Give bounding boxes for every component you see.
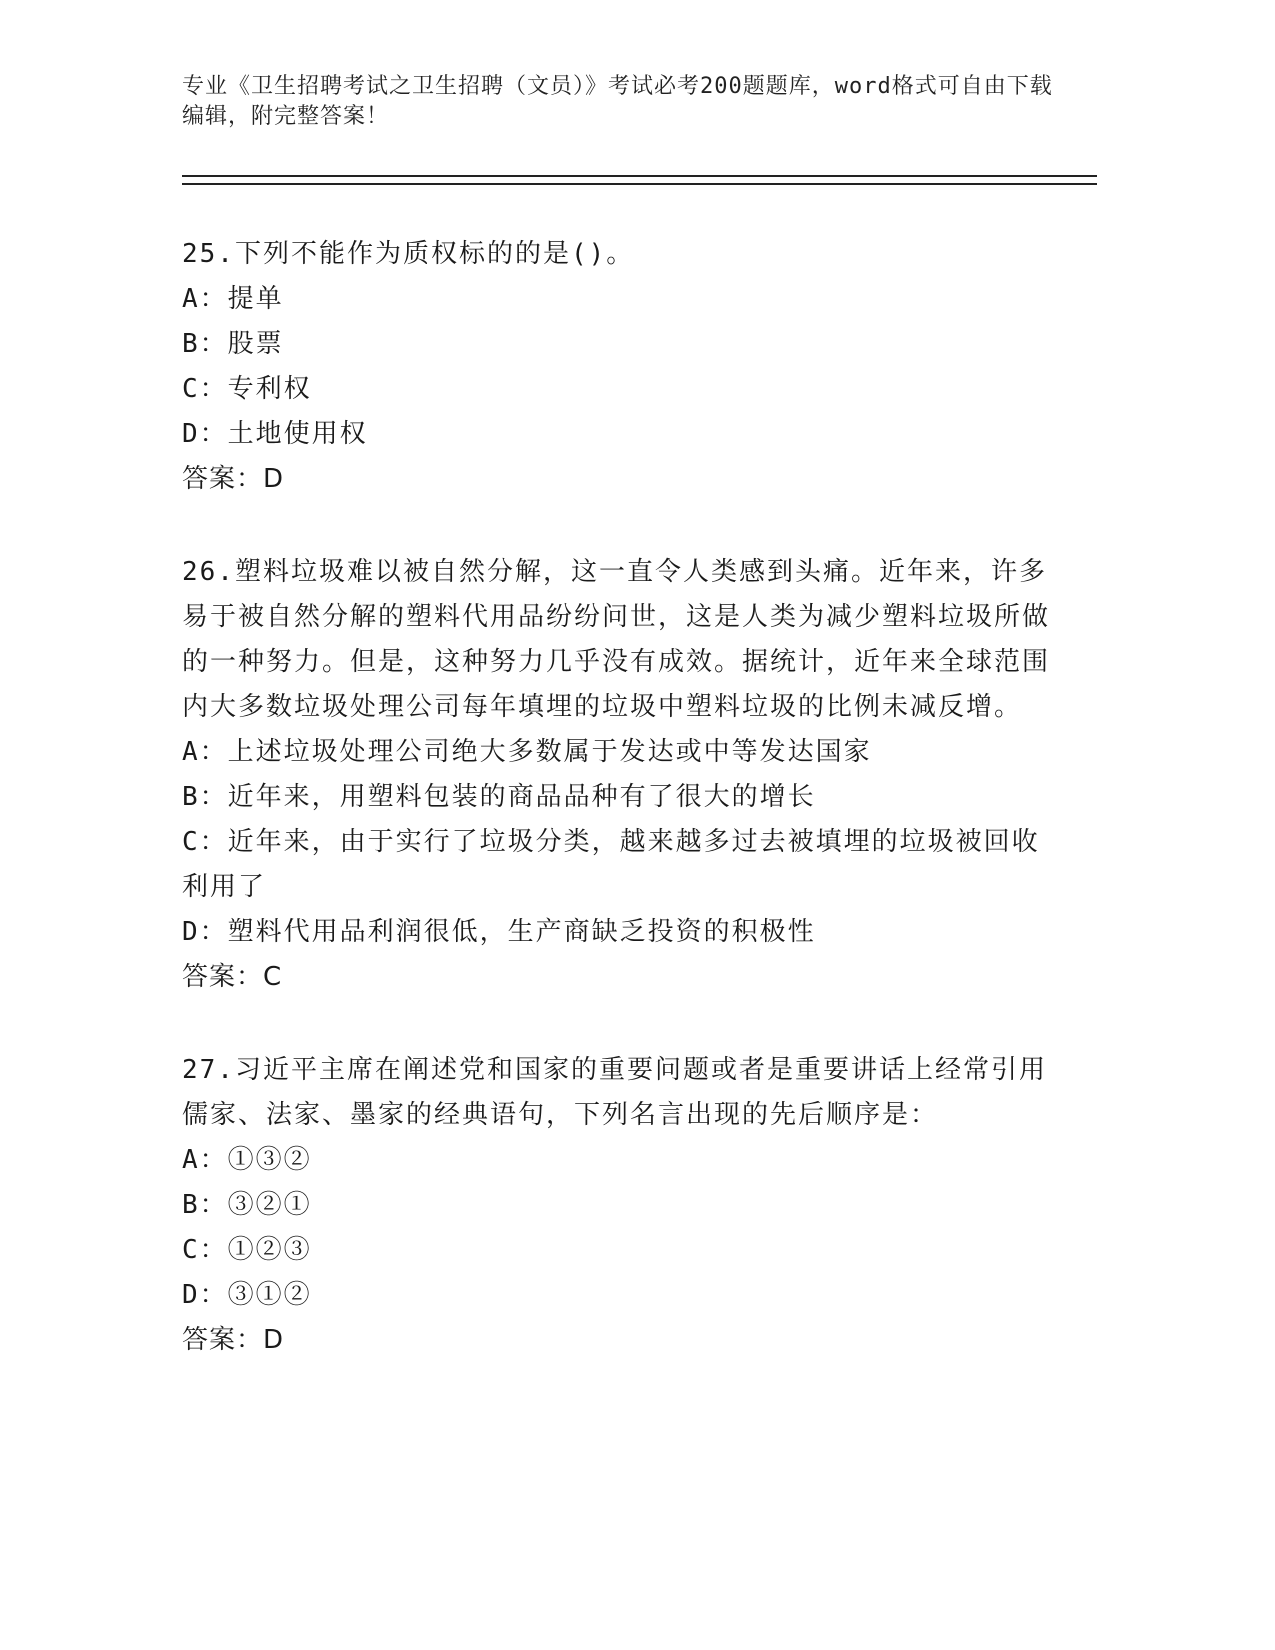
question-25 — [182, 232, 1062, 502]
option-a: A：上述垃圾处理公司绝大多数属于发达或中等发达国家 — [182, 737, 872, 767]
question-26 — [182, 550, 1062, 1000]
question-stem: 25.下列不能作为质权标的的是()。 — [182, 239, 635, 269]
answer-line: 答案：D — [182, 464, 285, 494]
option-c: C：近年来，由于实行了垃圾分类，越来越多过去被填埋的垃圾被回收利用了 — [182, 827, 1040, 902]
document-header: 专业《卫生招聘考试之卫生招聘（文员）》考试必考200题题库，word格式可自由下载编辑，附完整答案！ — [182, 74, 1053, 129]
question-stem: 27.习近平主席在阐述党和国家的重要问题或者是重要讲话上经常引用儒家、法家、墨家的经典语句，下列名言出现的先后顺序是： — [182, 1055, 1047, 1130]
option-d: D：土地使用权 — [182, 419, 368, 449]
option-b: B：近年来，用塑料包装的商品品种有了很大的增长 — [182, 782, 816, 812]
option-b: B：③②① — [182, 1190, 312, 1220]
option-d: D：③①② — [182, 1280, 312, 1310]
question-list — [182, 232, 1062, 1411]
option-a: A：①③② — [182, 1145, 312, 1175]
answer-line: 答案：D — [182, 1325, 285, 1355]
option-c: C：专利权 — [182, 374, 312, 404]
question-27 — [182, 1048, 1062, 1363]
question-stem: 26.塑料垃圾难以被自然分解，这一直令人类感到头痛。近年来，许多易于被自然分解的塑料代用品纷纷问世，这是人类为减少塑料垃圾所做的一种努力。但是，这种努力几乎没有成效。据统计，近年来全球范围内大多数垃圾处理公司每年填埋的垃圾中塑料垃圾的比例未减反增。 — [182, 557, 1051, 722]
option-d: D：塑料代用品利润很低，生产商缺乏投资的积极性 — [182, 917, 816, 947]
header-double-rule — [182, 175, 1097, 185]
option-c: C：①②③ — [182, 1235, 312, 1265]
option-b: B：股票 — [182, 329, 284, 359]
option-a: A：提单 — [182, 284, 284, 314]
answer-line: 答案：C — [182, 962, 283, 992]
